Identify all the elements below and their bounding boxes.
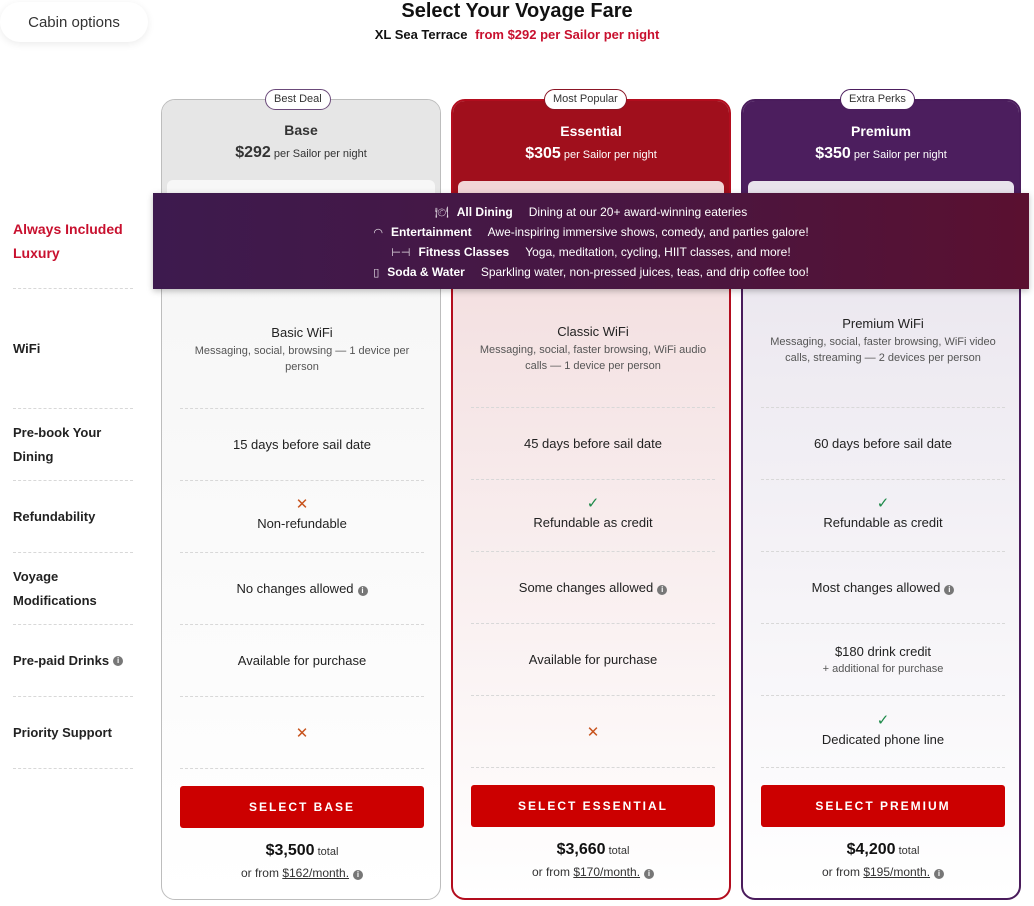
- select-essential-button[interactable]: SELECT ESSENTIAL: [471, 785, 715, 827]
- row-label-priority-support: Priority Support: [13, 725, 112, 740]
- cross-icon: ✕: [295, 496, 309, 513]
- soda-icon: ▯: [373, 266, 380, 279]
- banner-item: 🍽 All Dining Dining at our 20+ award-winning eateries: [434, 205, 748, 219]
- monthly-link[interactable]: $170/month.: [573, 865, 641, 879]
- wifi-cell: Premium WiFi Messaging, social, faster browsing, WiFi video calls, streaming — 2 devices per person: [770, 316, 996, 364]
- prebook-cell: 45 days before sail date: [523, 436, 663, 451]
- banner-item: ▯ Soda & Water Sparkling water, non-pressed juices, teas, and drip coffee too!: [373, 265, 809, 279]
- row-label-refundability: Refundability: [13, 509, 96, 524]
- card-price: $292 per Sailor per night: [235, 144, 367, 161]
- total-price: $3,500 total: [265, 842, 339, 859]
- info-icon[interactable]: i: [657, 585, 667, 595]
- card-price: $350 per Sailor per night: [815, 145, 947, 162]
- row-label-prebook: Pre-book Your Dining: [13, 425, 102, 464]
- check-icon: ✓: [876, 712, 890, 729]
- from-price: from $292 per Sailor per night: [475, 27, 660, 42]
- drinks-cell: Available for purchase: [528, 652, 658, 667]
- cross-icon: ✕: [295, 725, 309, 742]
- row-label-always-included: Always Included Luxury: [13, 221, 123, 261]
- modifications-cell: Most changes allowed i: [743, 580, 1021, 595]
- monthly-price: or from $170/month. i: [453, 865, 731, 879]
- dining-icon: 🍽: [434, 206, 449, 219]
- badge-extra-perks: Extra Perks: [840, 89, 915, 110]
- prebook-cell: 60 days before sail date: [813, 436, 953, 451]
- banner-item: ⊢⊣ Fitness Classes Yoga, meditation, cycling, HIIT classes, and more!: [391, 245, 791, 259]
- modifications-cell: No changes allowed i: [162, 581, 441, 596]
- info-icon[interactable]: i: [113, 656, 123, 666]
- drinks-cell: Available for purchase: [237, 653, 367, 668]
- badge-most-popular: Most Popular: [544, 89, 627, 110]
- wifi-cell: Basic WiFi Messaging, social, browsing — 1 device per person: [194, 325, 410, 373]
- monthly-link[interactable]: $162/month.: [282, 866, 350, 880]
- select-premium-button[interactable]: SELECT PREMIUM: [761, 785, 1005, 827]
- refund-cell: ✕ Non-refundable: [162, 497, 441, 531]
- info-icon[interactable]: i: [353, 870, 363, 880]
- cabin-options-button[interactable]: Cabin options: [0, 2, 148, 42]
- row-divider: [13, 624, 133, 625]
- modifications-cell: Some changes allowed i: [453, 580, 731, 595]
- always-included-banner: [153, 193, 1029, 289]
- row-label-wifi: WiFi: [13, 341, 41, 356]
- info-icon[interactable]: i: [644, 869, 654, 879]
- row-divider: [13, 552, 133, 553]
- total-price: $3,660 total: [556, 841, 630, 858]
- wifi-cell: Classic WiFi Messaging, social, faster browsing, WiFi audio calls — 1 device per person: [479, 324, 707, 372]
- row-divider: [13, 768, 133, 769]
- drinks-cell: $180 drink credit + additional for purchase: [822, 644, 944, 675]
- refund-cell: ✓ Refundable as credit: [743, 496, 1021, 530]
- row-divider: [13, 408, 133, 409]
- card-name: Premium: [851, 123, 911, 139]
- row-divider: [13, 480, 133, 481]
- page-title: Select Your Voyage Fare: [401, 0, 633, 22]
- total-price: $4,200 total: [846, 841, 920, 858]
- info-icon[interactable]: i: [358, 586, 368, 596]
- row-label-voyage-modifications: Voyage Modifications: [13, 569, 97, 608]
- info-icon[interactable]: i: [944, 585, 954, 595]
- select-base-button[interactable]: SELECT BASE: [180, 786, 424, 828]
- card-name: Base: [284, 122, 318, 138]
- monthly-price: or from $195/month. i: [743, 865, 1021, 879]
- entertainment-icon: ◠: [373, 226, 383, 239]
- monthly-link[interactable]: $195/month.: [863, 865, 931, 879]
- check-icon: ✓: [876, 495, 890, 512]
- cross-icon: ✕: [586, 724, 600, 741]
- prebook-cell: 15 days before sail date: [232, 437, 372, 452]
- support-cell: [453, 725, 731, 741]
- row-divider: [13, 288, 133, 289]
- badge-best-deal: Best Deal: [265, 89, 331, 110]
- info-icon[interactable]: i: [934, 869, 944, 879]
- refund-cell: ✓ Refundable as credit: [453, 496, 731, 530]
- banner-item: ◠ Entertainment Awe-inspiring immersive shows, comedy, and parties galore!: [373, 225, 809, 239]
- card-price: $305 per Sailor per night: [525, 145, 657, 162]
- support-cell: [162, 726, 441, 742]
- support-cell: ✓ Dedicated phone line: [743, 713, 1021, 747]
- monthly-price: or from $162/month. i: [162, 866, 441, 880]
- row-label-prepaid-drinks: Pre-paid Drinks i: [13, 649, 133, 673]
- check-icon: ✓: [586, 495, 600, 512]
- row-divider: [13, 696, 133, 697]
- card-name: Essential: [560, 123, 622, 139]
- fitness-icon: ⊢⊣: [391, 246, 411, 259]
- page-subtitle: [0, 27, 1034, 42]
- cabin-name: XL Sea Terrace: [374, 27, 468, 42]
